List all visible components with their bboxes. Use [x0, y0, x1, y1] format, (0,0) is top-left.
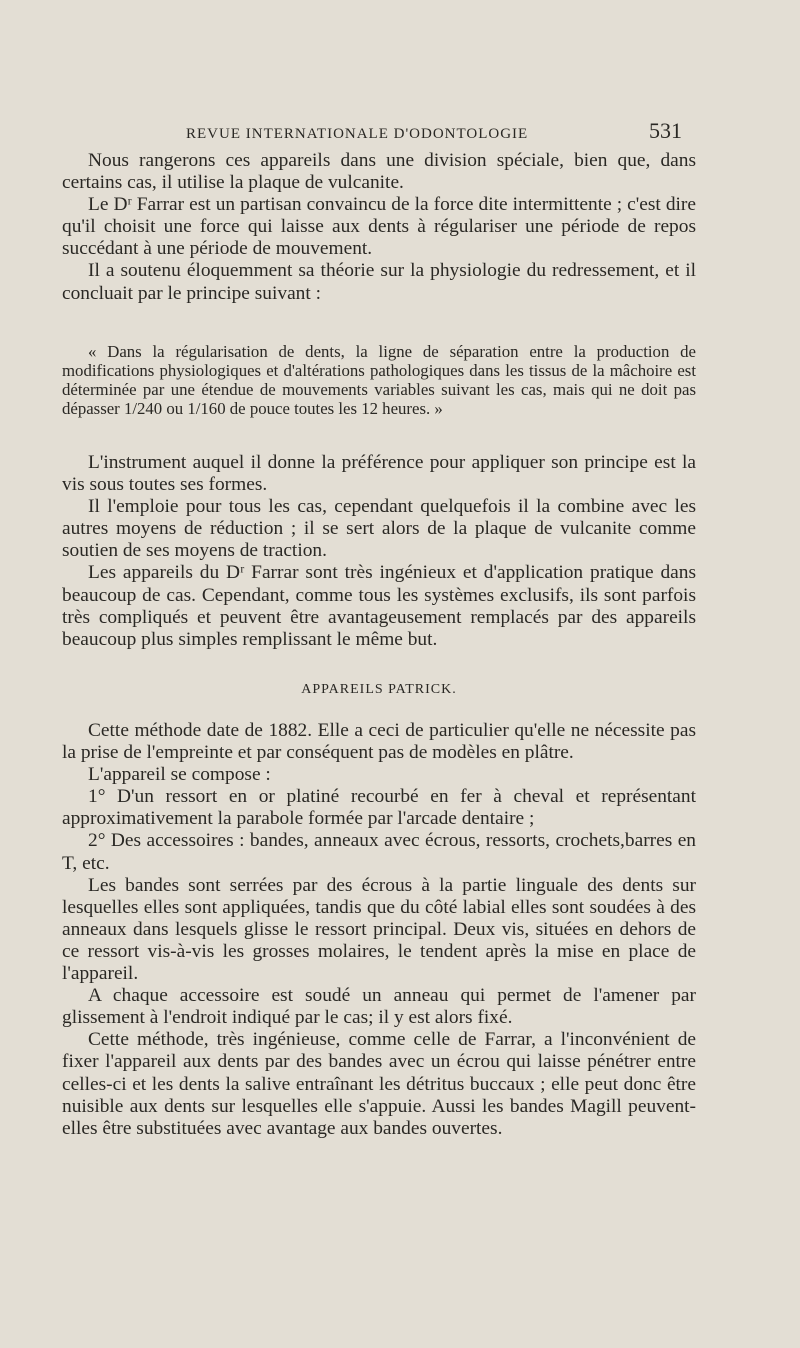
running-head: REVUE INTERNATIONALE D'ODONTOLOGIE: [186, 126, 529, 142]
paragraph: L'appareil se compose :: [88, 764, 271, 786]
page-header: [186, 118, 682, 144]
paragraph: Les appareils du Dʳ Farrar sont très ingénieux et d'application pratique dans beaucoup de cas. Cependant, comme tous les systèmes exclusifs, ils sont parfois très compliqués et peuvent être avantageusement remplacés par des appareils beaucoup plus simples remplissant le même but.: [62, 562, 696, 650]
paragraph: Il a soutenu éloquemment sa théorie sur la physiologie du redressement, et il concluait par le principe suivant :: [62, 260, 696, 304]
paragraph: Cette méthode date de 1882. Elle a ceci de particulier qu'elle ne nécessite pas la prise de l'empreinte et par conséquent pas de modèles en plâtre.: [62, 720, 696, 764]
paragraph: 2° Des accessoires : bandes, anneaux avec écrous, ressorts, crochets,barres en T, etc.: [62, 830, 696, 874]
paragraph: Cette méthode, très ingénieuse, comme celle de Farrar, a l'inconvénient de fixer l'appareil aux dents par des bandes avec un écrou qui laisse pénétrer entre celles-ci et les dents la salive entraînant les détritus buccaux ; elle peut donc être nuisible aux dents sur lesquelles elle s'appuie. Aussi les bandes Magill peuvent-elles être substituées avec avantage aux bandes ouvertes.: [62, 1029, 696, 1139]
paragraph: Le Dʳ Farrar est un partisan convaincu de la force dite intermittente ; c'est dire qu'il choisit une force qui laisse aux dents à régulariser une période de repos succédant à une période de mouvement.: [62, 194, 696, 260]
quote-block: [62, 342, 696, 418]
body-block-1: [62, 150, 696, 305]
body-block-3: [62, 720, 696, 1140]
section-heading: [62, 682, 696, 698]
body-block-2: [62, 452, 696, 651]
section-title: APPAREILS PATRICK.: [301, 682, 457, 697]
paragraph: Il l'emploie pour tous les cas, cependant quelquefois il la combine avec les autres moyens de réduction ; il se sert alors de la plaque de vulcanite comme soutien de ses moyens de traction.: [62, 496, 696, 562]
paragraph: Les bandes sont serrées par des écrous à la partie linguale des dents sur lesquelles elles sont appliquées, tandis que du côté labial elles sont soudées à des anneaux dans lesquels glisse le ressort principal. Deux vis, situées en dehors de ce ressort vis-à-vis les grosses molaires, le tendent après la mise en place de l'appareil.: [62, 874, 696, 985]
page-number: 531: [649, 118, 682, 143]
paragraph: A chaque accessoire est soudé un anneau qui permet de l'amener par glissement à l'endroit indiqué par le cas; il y est alors fixé.: [62, 985, 696, 1029]
paragraph: L'instrument auquel il donne la préférence pour appliquer son principe est la vis sous toutes ses formes.: [62, 452, 696, 496]
paragraph: Nous rangerons ces appareils dans une division spéciale, bien que, dans certains cas, il utilise la plaque de vulcanite.: [62, 150, 696, 194]
paragraph: 1° D'un ressort en or platiné recourbé en fer à cheval et représentant approximativement la parabole formée par l'arcade dentaire ;: [62, 786, 696, 830]
quotation: « Dans la régularisation de dents, la ligne de séparation entre la production de modifications physiologiques et d'altérations pathologiques dans les tissus de la mâchoire est déterminée par une étendue de mouvements variables suivant les cas, mais qui ne doit pas dépasser 1/240 ou 1/160 de pouce toutes les 12 heures. »: [62, 342, 696, 418]
